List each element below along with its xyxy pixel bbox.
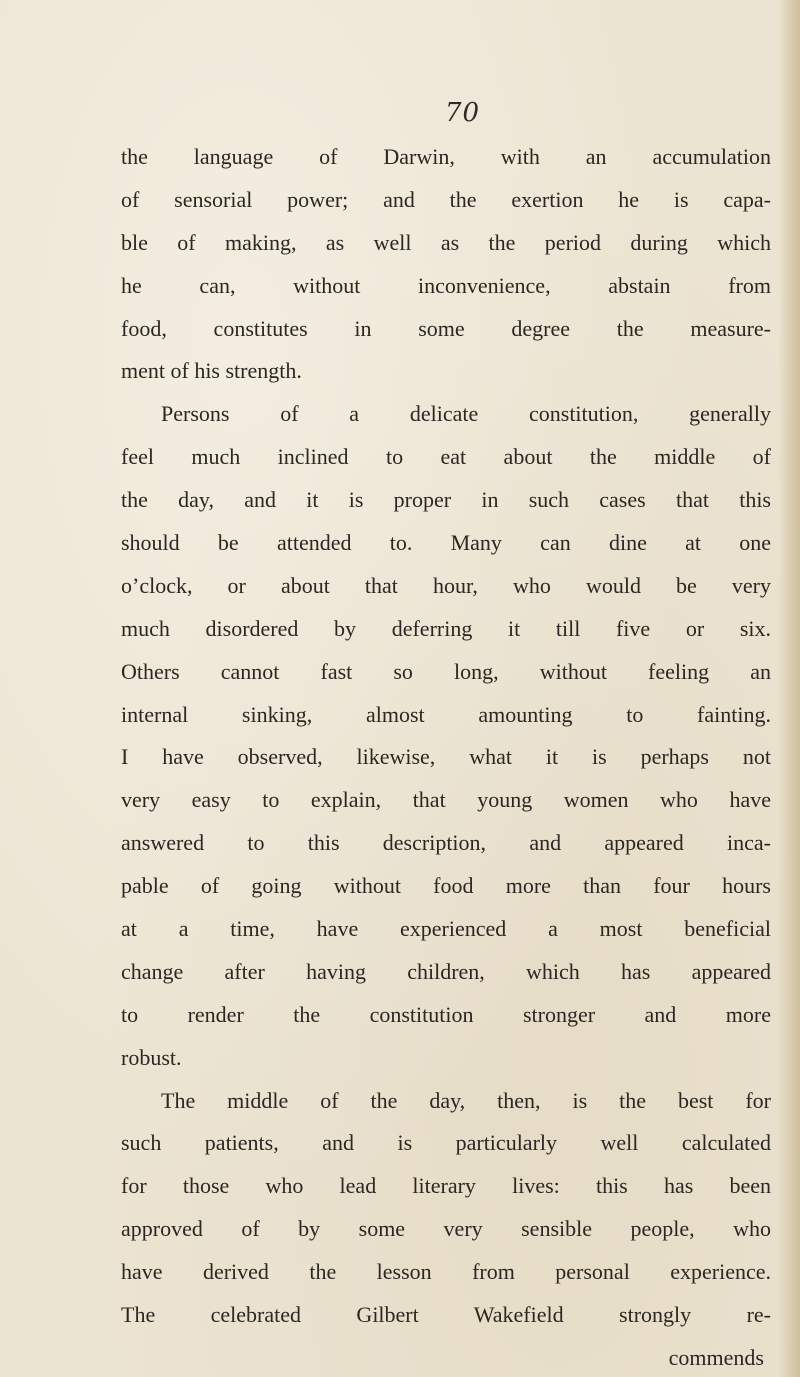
text-line: ment of his strength.: [121, 358, 302, 384]
text-line: pable of going without food more than four hours: [121, 873, 771, 899]
text-line: the day, and it is proper in such cases that this: [121, 487, 771, 513]
text-line: food, constitutes in some degree the measure-: [121, 315, 771, 341]
page-edge-shadow: [778, 0, 800, 1377]
text-line: should be attended to. Many can dine at one: [121, 530, 771, 556]
text-line: change after having children, which has appeared: [121, 958, 771, 984]
text-line: feel much inclined to eat about the middle of: [121, 444, 771, 470]
catchword: commends: [668, 1344, 764, 1370]
text-line: I have observed, likewise, what it is perhaps not: [121, 744, 771, 770]
page-number: 70: [445, 98, 481, 128]
text-line: such patients, and is particularly well calculated: [121, 1130, 771, 1156]
text-line: Others cannot fast so long, without feeling an: [121, 658, 771, 684]
text-line: for those who lead literary lives: this has been: [121, 1173, 771, 1199]
text-line: at a time, have experienced a most beneficial: [121, 916, 771, 942]
text-line: the language of Darwin, with an accumulation: [121, 144, 771, 169]
text-line: very easy to explain, that young women who have: [121, 787, 771, 813]
text-line: have derived the lesson from personal experience.: [121, 1259, 771, 1285]
text-line: The celebrated Gilbert Wakefield strongly re-: [121, 1302, 771, 1328]
text-line: internal sinking, almost amounting to fainting.: [121, 701, 771, 727]
text-line: much disordered by deferring it till five or six.: [121, 615, 771, 641]
text-line: he can, without inconvenience, abstain from: [121, 272, 771, 298]
text-line: to render the constitution stronger and more: [121, 1001, 771, 1027]
text-line: o’clock, or about that hour, who would be very: [121, 572, 771, 598]
body-text: [121, 136, 771, 1377]
text-line: approved of by some very sensible people, who: [121, 1216, 771, 1242]
text-line: of sensorial power; and the exertion he is capa-: [121, 186, 771, 212]
text-line: ble of making, as well as the period during which: [121, 229, 771, 255]
text-line: answered to this description, and appeared inca-: [121, 830, 771, 856]
text-line: robust.: [121, 1044, 182, 1070]
paragraph-start-line: The middle of the day, then, is the best for: [161, 1087, 771, 1113]
paragraph-start-line: Persons of a delicate constitution, generally: [161, 401, 771, 427]
